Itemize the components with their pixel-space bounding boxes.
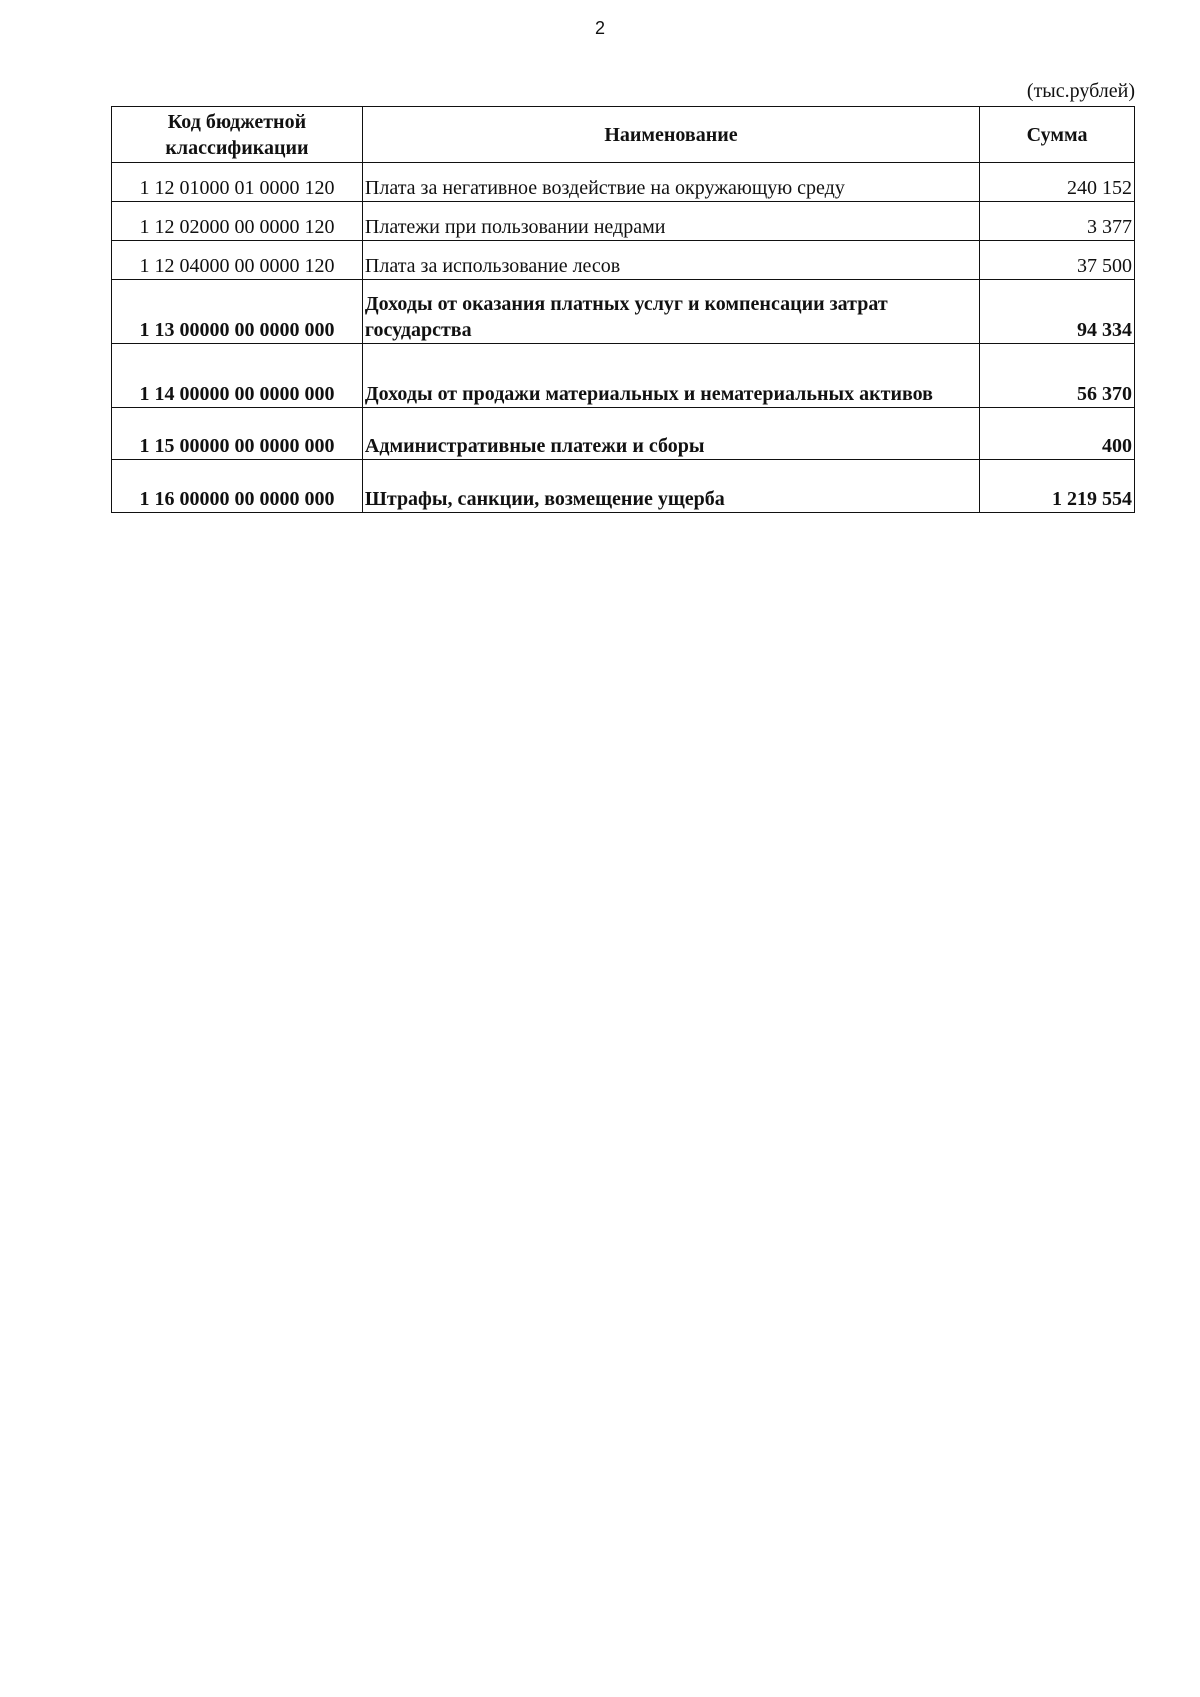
table-row	[112, 280, 1135, 344]
row-code: 1 13 00000 00 0000 000	[112, 280, 363, 344]
row-code: 1 14 00000 00 0000 000	[112, 344, 363, 408]
budget-table	[111, 106, 1135, 513]
row-name: Штрафы, санкции, возмещение ущерба	[362, 460, 979, 513]
table-row	[112, 408, 1135, 460]
table-row	[112, 163, 1135, 202]
table-row	[112, 241, 1135, 280]
row-sum: 56 370	[980, 344, 1135, 408]
row-sum: 240 152	[980, 163, 1135, 202]
row-name: Доходы от продажи материальных и нематериальных активов	[362, 344, 979, 408]
page-number: 2	[594, 18, 605, 38]
row-code: 1 15 00000 00 0000 000	[112, 408, 363, 460]
table-row	[112, 460, 1135, 513]
row-code: 1 16 00000 00 0000 000	[112, 460, 363, 513]
units-label: (тыс.рублей)	[1026, 80, 1135, 102]
row-name: Административные платежи и сборы	[362, 408, 979, 460]
table-row	[112, 202, 1135, 241]
row-code: 1 12 01000 01 0000 120	[112, 163, 363, 202]
row-code: 1 12 02000 00 0000 120	[112, 202, 363, 241]
table-header-row	[112, 107, 1135, 163]
header-code: Код бюджетной классификации	[112, 107, 363, 163]
row-sum: 400	[980, 408, 1135, 460]
row-sum: 1 219 554	[980, 460, 1135, 513]
row-code: 1 12 04000 00 0000 120	[112, 241, 363, 280]
row-name: Платежи при пользовании недрами	[362, 202, 979, 241]
row-sum: 37 500	[980, 241, 1135, 280]
header-name: Наименование	[362, 107, 979, 163]
row-sum: 94 334	[980, 280, 1135, 344]
row-sum: 3 377	[980, 202, 1135, 241]
table-row	[112, 344, 1135, 408]
row-name: Плата за использование лесов	[362, 241, 979, 280]
header-sum: Сумма	[980, 107, 1135, 163]
row-name: Плата за негативное воздействие на окружающую среду	[362, 163, 979, 202]
row-name: Доходы от оказания платных услуг и компенсации затрат государства	[362, 280, 979, 344]
